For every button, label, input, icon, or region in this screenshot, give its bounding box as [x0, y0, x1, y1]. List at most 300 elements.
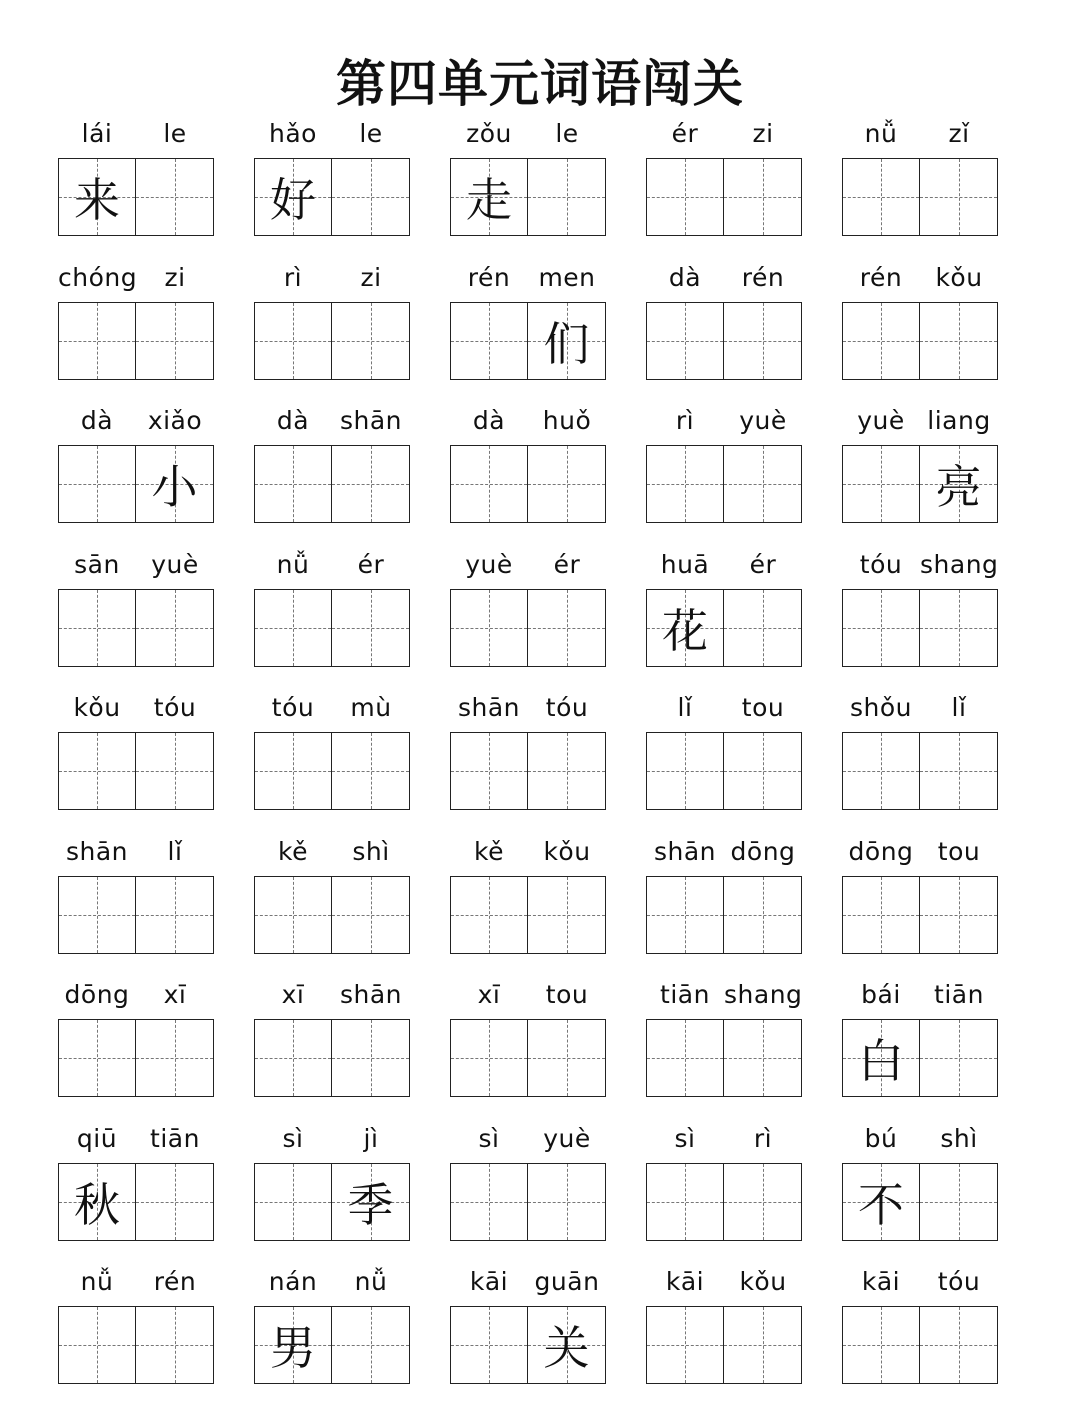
hanzi-character	[255, 733, 331, 809]
pinyin-row	[842, 1117, 998, 1161]
hanzi-character	[332, 877, 409, 953]
hanzi-character	[332, 590, 409, 666]
writing-box[interactable]	[724, 1019, 802, 1097]
writing-box[interactable]	[58, 732, 136, 810]
pinyin-syllable: sì	[674, 1123, 696, 1153]
writing-box[interactable]	[136, 1019, 214, 1097]
pinyin-row	[254, 1260, 410, 1304]
writing-box-pair	[450, 1163, 606, 1241]
writing-box[interactable]	[724, 1306, 802, 1384]
pinyin-syllable: shì	[940, 1123, 978, 1153]
pinyin-syllable: tóu	[271, 693, 315, 722]
hanzi-character	[920, 877, 997, 953]
writing-box[interactable]	[254, 1306, 332, 1384]
pinyin-syllable: kǒu	[73, 693, 121, 722]
pinyin-syllable: lǐ	[677, 693, 693, 722]
pinyin-syllable: huǒ	[542, 406, 592, 435]
hanzi-character	[332, 1020, 409, 1096]
word-cell	[58, 1260, 214, 1404]
writing-box[interactable]	[254, 589, 332, 667]
writing-box-pair	[58, 1019, 214, 1097]
hanzi-character	[647, 1020, 723, 1096]
pinyin-syllable: ér	[357, 549, 385, 579]
pinyin-row	[842, 112, 998, 156]
hanzi-character	[920, 590, 997, 666]
hanzi-character: 好	[270, 173, 316, 227]
hanzi-character	[332, 733, 409, 809]
pinyin-row	[254, 973, 410, 1017]
word-cell	[58, 973, 214, 1117]
writing-box[interactable]	[528, 732, 606, 810]
pinyin-syllable: nǚ	[354, 1267, 388, 1296]
writing-box[interactable]	[842, 1163, 920, 1241]
pinyin-syllable: sì	[478, 1123, 500, 1153]
hanzi-character	[255, 446, 331, 522]
writing-box[interactable]	[528, 876, 606, 954]
pinyin-row	[254, 112, 410, 156]
writing-box[interactable]	[254, 876, 332, 954]
writing-box[interactable]	[920, 1019, 998, 1097]
hanzi-character	[451, 446, 527, 522]
pinyin-syllable: zǐ	[948, 119, 970, 148]
writing-box-pair	[450, 1306, 606, 1384]
writing-box[interactable]	[842, 876, 920, 954]
writing-box[interactable]	[842, 732, 920, 810]
writing-box[interactable]	[528, 1163, 606, 1241]
writing-box-pair	[58, 1306, 214, 1384]
pinyin-row	[842, 399, 998, 443]
writing-box[interactable]	[646, 302, 724, 380]
writing-box[interactable]	[254, 445, 332, 523]
writing-box[interactable]	[58, 589, 136, 667]
pinyin-syllable: kǒu	[543, 836, 591, 866]
writing-box[interactable]	[646, 876, 724, 954]
writing-box[interactable]	[450, 1019, 528, 1097]
writing-box-pair	[254, 445, 410, 523]
pinyin-row	[646, 686, 802, 730]
writing-box[interactable]	[136, 589, 214, 667]
hanzi-character: 走	[466, 173, 512, 227]
word-cell	[58, 1117, 214, 1261]
pinyin-syllable: men	[538, 262, 596, 292]
writing-box-pair	[842, 589, 998, 667]
writing-box[interactable]	[724, 158, 802, 236]
writing-box[interactable]	[136, 732, 214, 810]
writing-box-pair	[58, 876, 214, 954]
writing-box[interactable]	[528, 1306, 606, 1384]
pinyin-row	[842, 543, 998, 587]
hanzi-character	[59, 1020, 135, 1096]
pinyin-row	[842, 973, 998, 1017]
hanzi-character: 男	[270, 1321, 316, 1375]
writing-box-pair	[450, 302, 606, 380]
hanzi-character	[136, 590, 213, 666]
hanzi-character	[136, 1307, 213, 1383]
pinyin-syllable: kě	[278, 836, 308, 866]
hanzi-character	[451, 877, 527, 953]
writing-box[interactable]	[254, 158, 332, 236]
writing-box[interactable]	[332, 302, 410, 380]
pinyin-syllable: shang	[724, 980, 803, 1009]
pinyin-syllable: ér	[749, 549, 777, 579]
pinyin-row	[646, 973, 802, 1017]
pinyin-row	[58, 543, 214, 587]
word-cell	[646, 112, 802, 256]
pinyin-syllable: shān	[65, 836, 129, 866]
pinyin-row	[58, 686, 214, 730]
hanzi-character	[920, 1164, 997, 1240]
pinyin-syllable: kāi	[665, 1267, 705, 1296]
word-cell	[58, 686, 214, 830]
word-cell	[646, 256, 802, 400]
writing-box-pair	[842, 445, 998, 523]
word-cell	[254, 256, 410, 400]
pinyin-syllable: yuè	[543, 1123, 591, 1153]
writing-box[interactable]	[450, 158, 528, 236]
writing-box-pair	[58, 445, 214, 523]
writing-box[interactable]	[254, 1163, 332, 1241]
pinyin-syllable: rén	[153, 1267, 197, 1296]
writing-box[interactable]	[450, 589, 528, 667]
pinyin-syllable: sān	[74, 549, 120, 579]
hanzi-character	[647, 446, 723, 522]
writing-box[interactable]	[842, 158, 920, 236]
pinyin-syllable: nán	[268, 1267, 318, 1296]
writing-box[interactable]	[724, 1163, 802, 1241]
writing-box[interactable]	[136, 1306, 214, 1384]
writing-box[interactable]	[724, 732, 802, 810]
word-cell	[450, 399, 606, 543]
pinyin-syllable: bái	[861, 980, 901, 1009]
writing-box[interactable]	[646, 1306, 724, 1384]
pinyin-row	[646, 830, 802, 874]
writing-box[interactable]	[920, 589, 998, 667]
pinyin-syllable: shì	[352, 836, 390, 866]
writing-box-pair	[254, 589, 410, 667]
hanzi-character	[843, 877, 919, 953]
writing-box[interactable]	[58, 445, 136, 523]
pinyin-row	[254, 686, 410, 730]
pinyin-syllable: kǒu	[935, 262, 983, 292]
writing-box[interactable]	[332, 445, 410, 523]
pinyin-syllable: tou	[545, 980, 589, 1009]
word-cell	[450, 686, 606, 830]
hanzi-character	[920, 159, 997, 235]
writing-box[interactable]	[842, 1306, 920, 1384]
pinyin-syllable: zi	[752, 119, 774, 148]
writing-box[interactable]	[724, 876, 802, 954]
writing-box[interactable]	[332, 732, 410, 810]
hanzi-character	[332, 159, 409, 235]
pinyin-syllable: shǒu	[849, 693, 912, 722]
writing-box[interactable]	[136, 876, 214, 954]
hanzi-character	[255, 1164, 331, 1240]
writing-box[interactable]	[724, 445, 802, 523]
hanzi-character	[451, 1307, 527, 1383]
writing-box-pair	[646, 589, 802, 667]
writing-box-pair	[450, 732, 606, 810]
hanzi-character	[920, 733, 997, 809]
hanzi-character	[920, 303, 997, 379]
writing-box-pair	[254, 1163, 410, 1241]
word-grid	[58, 112, 1018, 1404]
writing-box-pair	[646, 158, 802, 236]
writing-box[interactable]	[332, 589, 410, 667]
worksheet-title: 第四单元词语闯关	[336, 54, 744, 113]
pinyin-syllable: nǚ	[80, 1267, 114, 1296]
writing-box[interactable]	[332, 1163, 410, 1241]
writing-box-pair	[646, 732, 802, 810]
pinyin-syllable: dōng	[730, 836, 796, 866]
hanzi-character: 来	[74, 173, 120, 227]
word-cell	[842, 830, 998, 974]
hanzi-character	[647, 877, 723, 953]
writing-box[interactable]	[332, 158, 410, 236]
pinyin-syllable: tóu	[937, 1267, 981, 1296]
writing-box[interactable]	[920, 1163, 998, 1241]
hanzi-character	[451, 733, 527, 809]
word-cell	[842, 399, 998, 543]
writing-box[interactable]	[920, 1306, 998, 1384]
writing-box[interactable]	[136, 302, 214, 380]
writing-box[interactable]	[528, 589, 606, 667]
writing-box[interactable]	[58, 302, 136, 380]
hanzi-character: 季	[347, 1177, 394, 1232]
hanzi-character	[724, 590, 801, 666]
writing-box[interactable]	[646, 732, 724, 810]
writing-box-pair	[646, 876, 802, 954]
hanzi-character	[451, 303, 527, 379]
pinyin-syllable: huā	[660, 549, 710, 579]
word-cell	[254, 1117, 410, 1261]
pinyin-syllable: rén	[859, 262, 903, 292]
writing-box[interactable]	[450, 1163, 528, 1241]
writing-box[interactable]	[724, 589, 802, 667]
writing-box[interactable]	[58, 876, 136, 954]
hanzi-character	[920, 1020, 997, 1096]
pinyin-row	[646, 1260, 802, 1304]
writing-box-pair	[254, 1019, 410, 1097]
writing-box[interactable]	[528, 158, 606, 236]
hanzi-character	[528, 590, 605, 666]
hanzi-character	[843, 303, 919, 379]
writing-box[interactable]	[136, 1163, 214, 1241]
pinyin-syllable: yuè	[151, 549, 199, 579]
writing-box[interactable]	[920, 732, 998, 810]
pinyin-row	[450, 1117, 606, 1161]
writing-box[interactable]	[646, 158, 724, 236]
writing-box-pair	[58, 1163, 214, 1241]
writing-box[interactable]	[646, 1163, 724, 1241]
pinyin-syllable: rì	[753, 1123, 773, 1153]
writing-box[interactable]	[920, 302, 998, 380]
writing-box[interactable]	[136, 445, 214, 523]
word-cell	[450, 112, 606, 256]
hanzi-character	[451, 1164, 527, 1240]
hanzi-character: 们	[543, 316, 590, 371]
word-cell	[254, 1260, 410, 1404]
pinyin-row	[450, 256, 606, 300]
pinyin-row	[254, 399, 410, 443]
hanzi-character	[528, 1020, 605, 1096]
writing-box[interactable]	[528, 1019, 606, 1097]
word-cell	[842, 543, 998, 687]
hanzi-character	[332, 1307, 409, 1383]
word-cell	[450, 1260, 606, 1404]
word-cell	[58, 256, 214, 400]
pinyin-syllable: tou	[741, 693, 785, 722]
writing-box[interactable]	[450, 876, 528, 954]
pinyin-row	[842, 1260, 998, 1304]
pinyin-syllable: shān	[339, 406, 403, 435]
writing-box-pair	[450, 876, 606, 954]
word-cell	[254, 973, 410, 1117]
hanzi-character	[724, 877, 801, 953]
hanzi-character	[332, 446, 409, 522]
hanzi-character	[136, 877, 213, 953]
word-cell	[254, 399, 410, 543]
pinyin-syllable: mù	[350, 693, 392, 722]
pinyin-syllable: rén	[741, 262, 785, 292]
hanzi-character: 亮	[935, 460, 982, 514]
writing-box[interactable]	[450, 445, 528, 523]
hanzi-character	[59, 1307, 135, 1383]
writing-box[interactable]	[254, 732, 332, 810]
writing-box-pair	[646, 445, 802, 523]
writing-box[interactable]	[920, 445, 998, 523]
pinyin-row	[450, 112, 606, 156]
pinyin-row	[58, 973, 214, 1017]
writing-box[interactable]	[450, 1306, 528, 1384]
pinyin-row	[58, 399, 214, 443]
pinyin-row	[842, 830, 998, 874]
writing-box[interactable]	[332, 1019, 410, 1097]
word-cell	[58, 830, 214, 974]
writing-box[interactable]	[646, 589, 724, 667]
pinyin-row	[58, 112, 214, 156]
hanzi-character	[255, 590, 331, 666]
writing-box[interactable]	[842, 589, 920, 667]
pinyin-syllable: tiān	[934, 980, 984, 1009]
pinyin-syllable: tóu	[153, 693, 197, 722]
writing-box[interactable]	[136, 158, 214, 236]
pinyin-row	[254, 256, 410, 300]
hanzi-character: 小	[151, 460, 198, 514]
word-cell	[842, 1260, 998, 1404]
word-cell	[450, 973, 606, 1117]
hanzi-character	[647, 159, 723, 235]
word-cell	[842, 686, 998, 830]
word-cell	[58, 543, 214, 687]
writing-box[interactable]	[58, 158, 136, 236]
hanzi-character	[528, 446, 605, 522]
writing-box[interactable]	[450, 302, 528, 380]
pinyin-syllable: shān	[653, 836, 717, 866]
writing-box[interactable]	[332, 876, 410, 954]
hanzi-character	[647, 303, 723, 379]
word-cell	[58, 399, 214, 543]
writing-box-pair	[254, 1306, 410, 1384]
writing-box[interactable]	[254, 1019, 332, 1097]
pinyin-row	[646, 399, 802, 443]
writing-box[interactable]	[528, 302, 606, 380]
writing-box-pair	[58, 589, 214, 667]
hanzi-character	[920, 1307, 997, 1383]
pinyin-syllable: le	[163, 119, 187, 148]
word-cell	[842, 112, 998, 256]
writing-box[interactable]	[842, 445, 920, 523]
hanzi-character	[724, 1020, 801, 1096]
pinyin-syllable: nǚ	[276, 549, 310, 579]
hanzi-character	[843, 733, 919, 809]
writing-box[interactable]	[646, 445, 724, 523]
writing-box[interactable]	[58, 1019, 136, 1097]
pinyin-syllable: le	[555, 119, 579, 148]
hanzi-character	[451, 1020, 527, 1096]
pinyin-syllable: tou	[937, 836, 981, 866]
hanzi-character	[528, 159, 605, 235]
writing-box-pair	[450, 445, 606, 523]
pinyin-syllable: lǐ	[167, 836, 183, 866]
word-cell	[254, 686, 410, 830]
pinyin-syllable: kāi	[861, 1267, 901, 1296]
pinyin-row	[646, 256, 802, 300]
pinyin-row	[450, 973, 606, 1017]
word-cell	[254, 112, 410, 256]
pinyin-syllable: dà	[668, 262, 702, 292]
writing-box[interactable]	[332, 1306, 410, 1384]
hanzi-character	[255, 1020, 331, 1096]
pinyin-syllable: le	[359, 119, 383, 148]
hanzi-character	[59, 303, 135, 379]
hanzi-character	[136, 303, 213, 379]
hanzi-character	[59, 590, 135, 666]
pinyin-syllable: xiǎo	[147, 406, 203, 435]
hanzi-character	[724, 446, 801, 522]
hanzi-character	[528, 733, 605, 809]
writing-box[interactable]	[58, 1163, 136, 1241]
pinyin-syllable: lái	[81, 119, 113, 148]
pinyin-row	[450, 1260, 606, 1304]
pinyin-syllable: kǒu	[739, 1267, 787, 1296]
writing-box[interactable]	[842, 1019, 920, 1097]
writing-box[interactable]	[920, 876, 998, 954]
hanzi-character	[724, 733, 801, 809]
writing-box[interactable]	[842, 302, 920, 380]
hanzi-character	[724, 1307, 801, 1383]
word-cell	[450, 543, 606, 687]
pinyin-row	[450, 830, 606, 874]
pinyin-row	[450, 543, 606, 587]
pinyin-syllable: ér	[671, 119, 699, 148]
word-cell	[58, 112, 214, 256]
writing-box[interactable]	[254, 302, 332, 380]
writing-box[interactable]	[58, 1306, 136, 1384]
writing-box-pair	[58, 302, 214, 380]
pinyin-syllable: shān	[339, 980, 403, 1009]
hanzi-character	[528, 1164, 605, 1240]
pinyin-syllable: shān	[457, 693, 521, 722]
writing-box[interactable]	[528, 445, 606, 523]
pinyin-syllable: sì	[282, 1123, 304, 1153]
pinyin-syllable: xī	[477, 980, 501, 1009]
writing-box[interactable]	[450, 732, 528, 810]
writing-box[interactable]	[724, 302, 802, 380]
pinyin-syllable: yuè	[857, 406, 905, 435]
writing-box[interactable]	[646, 1019, 724, 1097]
writing-box-pair	[842, 732, 998, 810]
writing-box[interactable]	[920, 158, 998, 236]
